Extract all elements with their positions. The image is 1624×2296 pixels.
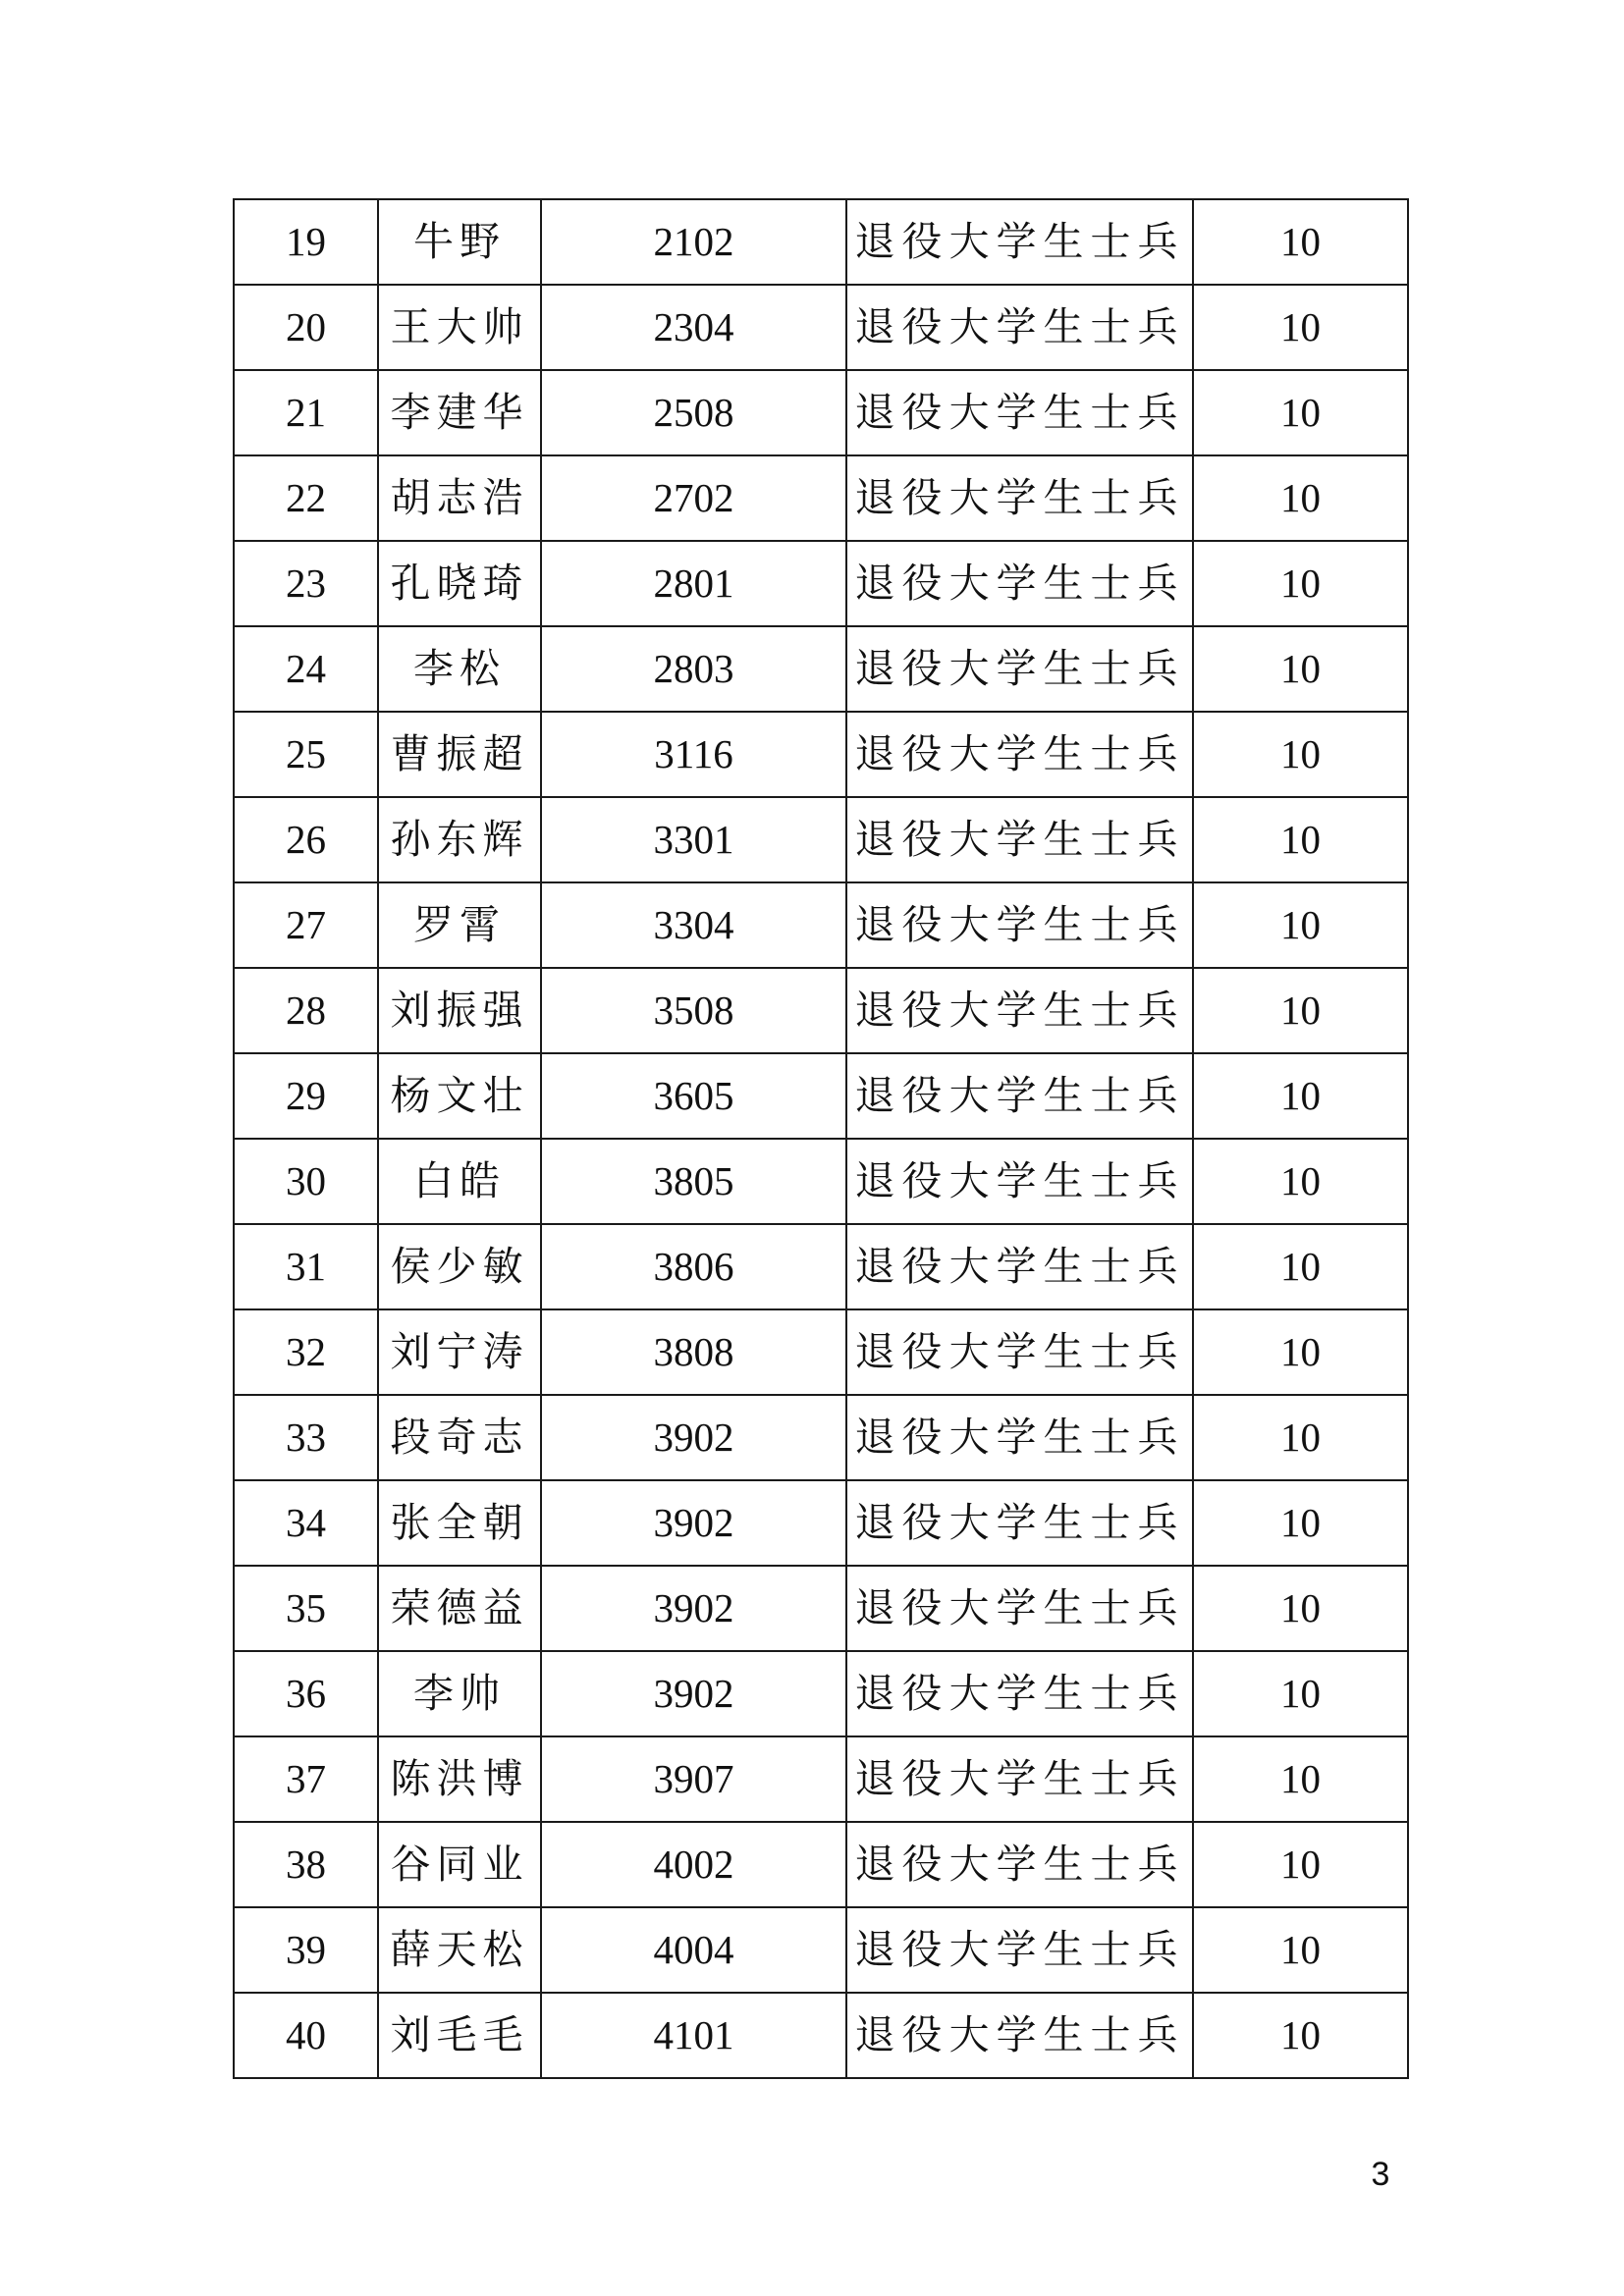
row-number-cell: 32 (234, 1309, 378, 1395)
table-row (234, 1224, 1408, 1309)
code-cell: 3902 (541, 1395, 846, 1480)
score-cell: 10 (1193, 1309, 1408, 1395)
row-number-cell: 34 (234, 1480, 378, 1566)
row-number-cell: 39 (234, 1907, 378, 1993)
code-cell: 3806 (541, 1224, 846, 1309)
table-row (234, 968, 1408, 1053)
category-cell: 退役大学生士兵 (846, 1224, 1193, 1309)
row-number-cell: 31 (234, 1224, 378, 1309)
row-number-cell: 24 (234, 626, 378, 712)
name-cell: 孔晓琦 (378, 541, 541, 626)
code-cell: 4004 (541, 1907, 846, 1993)
row-number-cell: 19 (234, 199, 378, 285)
row-number-cell: 27 (234, 882, 378, 968)
name-cell: 李建华 (378, 370, 541, 455)
page-number: 3 (1371, 2156, 1390, 2193)
score-cell: 10 (1193, 626, 1408, 712)
score-cell: 10 (1193, 1224, 1408, 1309)
table-row (234, 797, 1408, 882)
code-cell: 3808 (541, 1309, 846, 1395)
code-cell: 3508 (541, 968, 846, 1053)
code-cell: 2702 (541, 455, 846, 541)
table-row (234, 1395, 1408, 1480)
row-number-cell: 40 (234, 1993, 378, 2078)
code-cell: 3805 (541, 1139, 846, 1224)
name-cell: 白皓 (378, 1139, 541, 1224)
name-cell: 罗霄 (378, 882, 541, 968)
row-number-cell: 21 (234, 370, 378, 455)
score-cell: 10 (1193, 882, 1408, 968)
table-row (234, 712, 1408, 797)
name-cell: 张全朝 (378, 1480, 541, 1566)
category-cell: 退役大学生士兵 (846, 1736, 1193, 1822)
code-cell: 3116 (541, 712, 846, 797)
table-row (234, 199, 1408, 285)
category-cell: 退役大学生士兵 (846, 199, 1193, 285)
roster-table-body (234, 199, 1408, 2078)
category-cell: 退役大学生士兵 (846, 626, 1193, 712)
table-row (234, 370, 1408, 455)
table-row (234, 1480, 1408, 1566)
category-cell: 退役大学生士兵 (846, 541, 1193, 626)
name-cell: 刘毛毛 (378, 1993, 541, 2078)
category-cell: 退役大学生士兵 (846, 968, 1193, 1053)
row-number-cell: 26 (234, 797, 378, 882)
table-row (234, 1053, 1408, 1139)
name-cell: 谷同业 (378, 1822, 541, 1907)
table-row (234, 455, 1408, 541)
row-number-cell: 36 (234, 1651, 378, 1736)
table-row (234, 1907, 1408, 1993)
table-row (234, 1822, 1408, 1907)
name-cell: 杨文壮 (378, 1053, 541, 1139)
code-cell: 3907 (541, 1736, 846, 1822)
name-cell: 段奇志 (378, 1395, 541, 1480)
category-cell: 退役大学生士兵 (846, 370, 1193, 455)
score-cell: 10 (1193, 370, 1408, 455)
code-cell: 3605 (541, 1053, 846, 1139)
row-number-cell: 29 (234, 1053, 378, 1139)
name-cell: 孙东辉 (378, 797, 541, 882)
category-cell: 退役大学生士兵 (846, 1822, 1193, 1907)
code-cell: 2801 (541, 541, 846, 626)
score-cell: 10 (1193, 1993, 1408, 2078)
name-cell: 侯少敏 (378, 1224, 541, 1309)
row-number-cell: 35 (234, 1566, 378, 1651)
table-row (234, 285, 1408, 370)
score-cell: 10 (1193, 1139, 1408, 1224)
code-cell: 2102 (541, 199, 846, 285)
table-row (234, 626, 1408, 712)
row-number-cell: 33 (234, 1395, 378, 1480)
category-cell: 退役大学生士兵 (846, 285, 1193, 370)
table-row (234, 1566, 1408, 1651)
score-cell: 10 (1193, 1053, 1408, 1139)
code-cell: 4101 (541, 1993, 846, 2078)
table-row (234, 1651, 1408, 1736)
row-number-cell: 20 (234, 285, 378, 370)
category-cell: 退役大学生士兵 (846, 1480, 1193, 1566)
name-cell: 李松 (378, 626, 541, 712)
score-cell: 10 (1193, 1736, 1408, 1822)
score-cell: 10 (1193, 1651, 1408, 1736)
score-cell: 10 (1193, 968, 1408, 1053)
name-cell: 刘宁涛 (378, 1309, 541, 1395)
category-cell: 退役大学生士兵 (846, 1651, 1193, 1736)
name-cell: 李帅 (378, 1651, 541, 1736)
category-cell: 退役大学生士兵 (846, 1907, 1193, 1993)
name-cell: 陈洪博 (378, 1736, 541, 1822)
category-cell: 退役大学生士兵 (846, 797, 1193, 882)
score-cell: 10 (1193, 1566, 1408, 1651)
roster-table (233, 198, 1409, 2079)
score-cell: 10 (1193, 455, 1408, 541)
category-cell: 退役大学生士兵 (846, 1139, 1193, 1224)
table-row (234, 1309, 1408, 1395)
code-cell: 2508 (541, 370, 846, 455)
score-cell: 10 (1193, 797, 1408, 882)
row-number-cell: 28 (234, 968, 378, 1053)
table-row (234, 1139, 1408, 1224)
score-cell: 10 (1193, 285, 1408, 370)
row-number-cell: 30 (234, 1139, 378, 1224)
category-cell: 退役大学生士兵 (846, 455, 1193, 541)
table-row (234, 882, 1408, 968)
code-cell: 3902 (541, 1651, 846, 1736)
name-cell: 曹振超 (378, 712, 541, 797)
score-cell: 10 (1193, 541, 1408, 626)
code-cell: 2304 (541, 285, 846, 370)
row-number-cell: 23 (234, 541, 378, 626)
score-cell: 10 (1193, 1480, 1408, 1566)
name-cell: 薛天松 (378, 1907, 541, 1993)
score-cell: 10 (1193, 1822, 1408, 1907)
code-cell: 3301 (541, 797, 846, 882)
row-number-cell: 22 (234, 455, 378, 541)
table-row (234, 1736, 1408, 1822)
row-number-cell: 38 (234, 1822, 378, 1907)
table-row (234, 1993, 1408, 2078)
code-cell: 3304 (541, 882, 846, 968)
code-cell: 4002 (541, 1822, 846, 1907)
name-cell: 牛野 (378, 199, 541, 285)
category-cell: 退役大学生士兵 (846, 1053, 1193, 1139)
score-cell: 10 (1193, 199, 1408, 285)
category-cell: 退役大学生士兵 (846, 1993, 1193, 2078)
code-cell: 3902 (541, 1480, 846, 1566)
category-cell: 退役大学生士兵 (846, 882, 1193, 968)
name-cell: 王大帅 (378, 285, 541, 370)
code-cell: 3902 (541, 1566, 846, 1651)
category-cell: 退役大学生士兵 (846, 712, 1193, 797)
name-cell: 刘振强 (378, 968, 541, 1053)
score-cell: 10 (1193, 712, 1408, 797)
row-number-cell: 25 (234, 712, 378, 797)
category-cell: 退役大学生士兵 (846, 1309, 1193, 1395)
name-cell: 荣德益 (378, 1566, 541, 1651)
name-cell: 胡志浩 (378, 455, 541, 541)
score-cell: 10 (1193, 1907, 1408, 1993)
score-cell: 10 (1193, 1395, 1408, 1480)
row-number-cell: 37 (234, 1736, 378, 1822)
category-cell: 退役大学生士兵 (846, 1566, 1193, 1651)
category-cell: 退役大学生士兵 (846, 1395, 1193, 1480)
code-cell: 2803 (541, 626, 846, 712)
table-row (234, 541, 1408, 626)
